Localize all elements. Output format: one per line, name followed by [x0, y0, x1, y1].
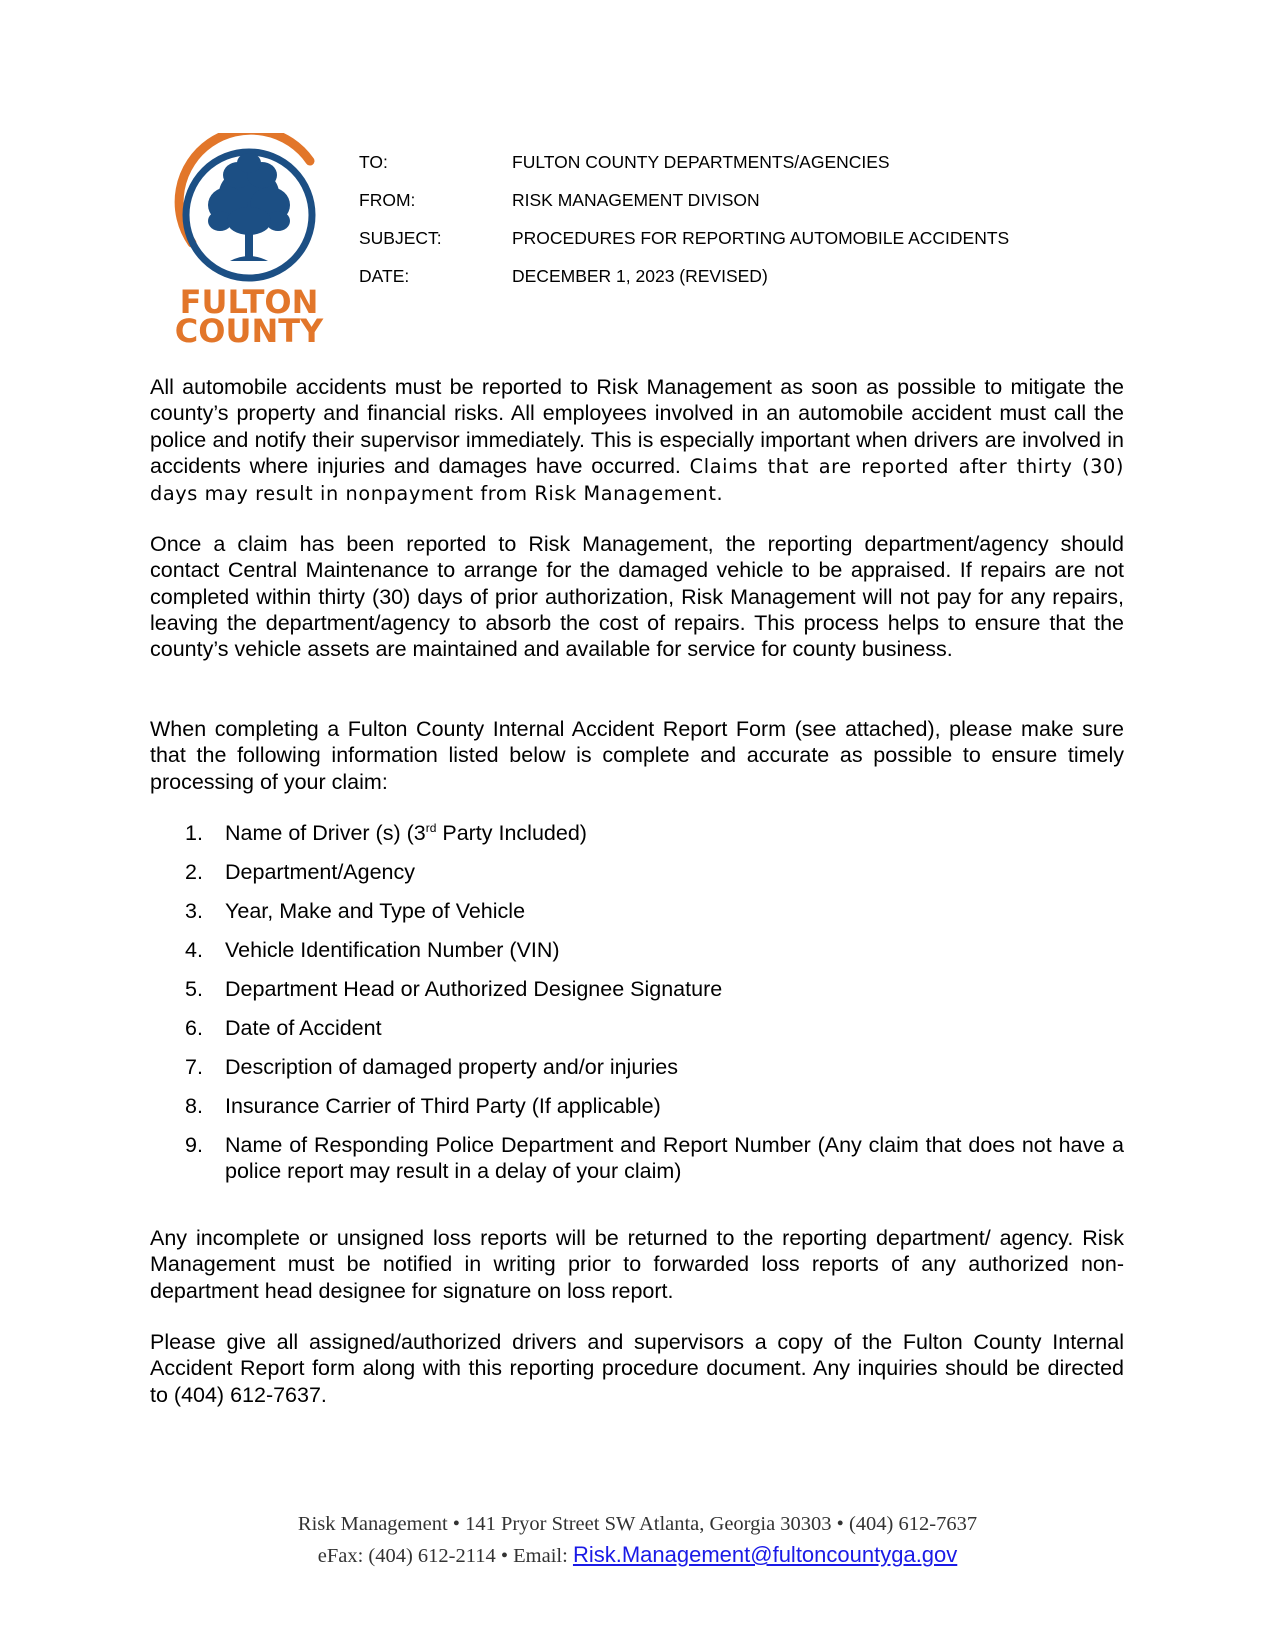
- list-item-text: Department/Agency: [225, 860, 416, 884]
- list-item: [185, 976, 1124, 1002]
- list-item-text: Description of damaged property and/or injuries: [225, 1055, 678, 1079]
- paragraph-form-instructions-text: When completing a Fulton County Internal Accident Report Form (see attached), please make sure that the following information listed below is complete and accurate as possible to ensure timely processing of your claim:: [150, 717, 1124, 794]
- list-item: [185, 937, 1124, 963]
- memo-to-value: FULTON COUNTY DEPARTMENTS/AGENCIES: [512, 152, 890, 172]
- paragraph-repairs: [150, 531, 1124, 662]
- list-item: [185, 1093, 1124, 1119]
- memo-date-row: [359, 266, 1009, 304]
- memo-to-row: [359, 152, 1009, 190]
- list-item-number: 6.: [185, 1016, 203, 1040]
- list-item: [185, 898, 1124, 924]
- list-item-text: Year, Make and Type of Vehicle: [225, 899, 526, 923]
- list-item-text: Vehicle Identification Number (VIN): [225, 938, 560, 962]
- logo-line-fulton: FULTON: [179, 283, 319, 321]
- list-item-number: 2.: [185, 860, 203, 884]
- memo-header: [359, 152, 1009, 304]
- list-item-text: [225, 820, 1124, 846]
- list-item-text: Insurance Carrier of Third Party (If applicable): [225, 1094, 661, 1118]
- paragraph-form-instructions: [150, 716, 1124, 795]
- list-item-number: 7.: [185, 1055, 203, 1079]
- list-item-number: 3.: [185, 899, 203, 923]
- list-item: [185, 1132, 1124, 1184]
- memo-from-label: FROM:: [359, 190, 416, 210]
- list-item-text: Department Head or Authorized Designee Signature: [225, 977, 723, 1001]
- paragraph-distribution-text: Please give all assigned/authorized drivers and supervisors a copy of the Fulton County Internal Accident Report form along with this reporting procedure document. Any inquiries should be directed to (404) 612-7637.: [150, 1330, 1124, 1407]
- paragraph-repairs-text: Once a claim has been reported to Risk Management, the reporting department/agency should contact Central Maintenance to arrange for the damaged vehicle to be appraised. If repairs are not completed within thirty (30) days of prior authorization, Risk Management will not pay for any repairs, leaving the department/agency to absorb the cost of repairs. This process helps to ensure that the county’s vehicle assets are maintained and available for service for county business.: [150, 532, 1124, 662]
- memo-date-label: DATE:: [359, 266, 410, 286]
- list-item-number: 4.: [185, 938, 203, 962]
- logo-wordmark: [170, 283, 328, 350]
- list-item-number: 8.: [185, 1094, 203, 1118]
- paragraph-reporting: [150, 374, 1124, 507]
- list-item-text: Name of Responding Police Department and Report Number (Any claim that does not have a police report may result in a delay of your claim): [225, 1133, 1124, 1183]
- paragraph-reporting-warning: Claims that are reported after thirty (30) days may result in nonpayment from Risk Management.: [150, 454, 1124, 506]
- list-item-text-part: Party Included): [436, 821, 587, 845]
- list-item-text-part: Name of Driver (s) (3: [225, 821, 426, 845]
- memo-subject-label: SUBJECT:: [359, 228, 442, 248]
- paragraph-incomplete-reports: [150, 1225, 1124, 1304]
- footer-fax: eFax: (404) 612-2114 • Email:: [317, 1545, 573, 1567]
- tree-icon: [170, 133, 328, 283]
- memo-subject-value: PROCEDURES FOR REPORTING AUTOMOBILE ACCIDENTS: [512, 228, 1010, 248]
- memo-to-label: TO:: [359, 152, 388, 172]
- list-item-superscript: rd: [425, 821, 437, 835]
- footer-contact: [0, 1542, 1275, 1568]
- memo-from-value: RISK MANAGEMENT DIVISON: [512, 190, 760, 210]
- paragraph-distribution: [150, 1329, 1124, 1408]
- logo-line-county: COUNTY: [174, 312, 324, 350]
- list-item: [185, 1015, 1124, 1041]
- list-item: [185, 1054, 1124, 1080]
- footer-address: Risk Management • 141 Pryor Street SW Atlanta, Georgia 30303 • (404) 612-7637: [297, 1513, 978, 1535]
- paragraph-incomplete-reports-text: Any incomplete or unsigned loss reports will be returned to the reporting department/ agency. Risk Management must be notified in writing prior to forwarded loss reports of any authorized non-department head designee for signature on loss report.: [150, 1226, 1124, 1303]
- memo-subject-row: [359, 228, 1009, 266]
- list-item-number: 9.: [185, 1133, 203, 1157]
- memo-date-value: DECEMBER 1, 2023 (REVISED): [512, 266, 768, 286]
- list-item-text: Date of Accident: [225, 1016, 382, 1040]
- memo-from-row: [359, 190, 1009, 228]
- list-item: [185, 820, 1124, 846]
- paragraph-reporting-main: All automobile accidents must be reported to Risk Management as soon as possible to mitigate the county’s property and financial risks. All employees involved in an automobile accident must call the police and notify their supervisor immediately. This is especially important when drivers are involved in accidents where injuries and damages have occurred.: [150, 375, 1124, 478]
- required-info-list: [185, 820, 1124, 1197]
- footer-email-link[interactable]: Risk.Management@fultoncountyga.gov: [572, 1542, 958, 1567]
- list-item: [185, 859, 1124, 885]
- list-item-number: 5.: [185, 977, 203, 1001]
- list-item-number: 1.: [185, 821, 203, 845]
- fulton-county-logo: [170, 133, 328, 353]
